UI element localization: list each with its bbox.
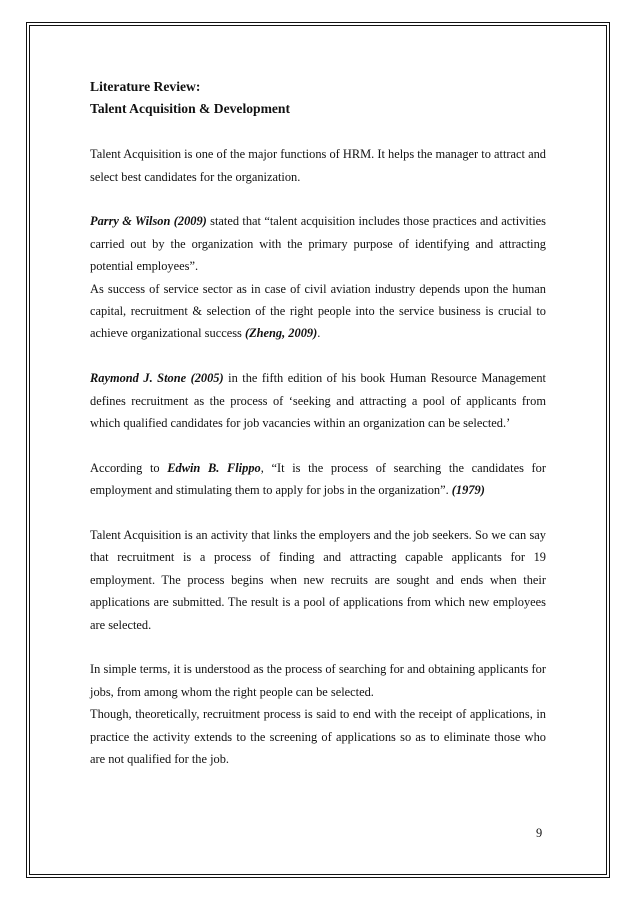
paragraph-7: In simple terms, it is understood as the process of searching for and obtaining applicants for jobs, from among whom the right people can be selected.	[90, 662, 546, 699]
spacer	[90, 188, 546, 210]
spacer	[90, 345, 546, 367]
citation-year-1979: (1979)	[451, 483, 485, 498]
citation-stone: Raymond J. Stone (2005)	[90, 371, 224, 386]
citation-zheng: (Zheng, 2009)	[244, 326, 318, 341]
spacer	[90, 636, 546, 658]
page-number: 9	[536, 826, 543, 840]
paragraph-1: Talent Acquisition is one of the major functions of HRM. It helps the manager to attract and select best candidates for the organization.	[90, 147, 546, 184]
section-heading: Literature Review:	[90, 79, 201, 94]
spacer	[90, 121, 546, 143]
document-body	[90, 76, 546, 771]
paragraph-2-text: stated that “talent acquisition includes those practices and activities carried out by the organization with the primary purpose of identifying and attracting potential employees”.	[90, 214, 546, 274]
paragraph-5-lead: According to	[90, 460, 168, 475]
paragraph-3	[90, 278, 546, 345]
citation-parry-wilson: Parry & Wilson (2009)	[90, 214, 207, 229]
paragraph-3-end: .	[317, 326, 321, 341]
paragraph-4	[90, 367, 546, 434]
paragraph-3-text: As success of service sector as in case of civil aviation industry depends upon the human capital, recruitment & selection of the right people into the service business is crucial to achieve organizational success	[90, 281, 546, 341]
paragraph-2	[90, 210, 546, 277]
paragraph-8: Though, theoretically, recruitment process is said to end with the receipt of applications, in practice the activity extends to the screening of applications so as to eliminate those who are not qualified for the job.	[90, 707, 546, 767]
paragraph-4-text: in the fifth edition of his book Human Resource Management defines recruitment as the process of ‘seeking and attracting a pool of applicants from which qualified candidates for job vacancies within an organization can be selected.’	[90, 371, 546, 431]
paragraph-5-text: , “It is the process of searching the candidates for employment and stimulating them to apply for jobs in the organization”.	[90, 460, 546, 498]
citation-flippo: Edwin B. Flippo	[167, 460, 261, 475]
spacer	[90, 502, 546, 524]
section-subheading: Talent Acquisition & Development	[90, 101, 291, 117]
paragraph-5	[90, 457, 546, 502]
paragraph-6: Talent Acquisition is an activity that links the employers and the job seekers. So we can say that recruitment is a process of finding and attracting capable applicants for 19 employment. The process begins when new recruits are sought and ends when their applications are submitted. The result is a pool of applications from which new employees are selected.	[90, 528, 546, 632]
spacer	[90, 434, 546, 456]
